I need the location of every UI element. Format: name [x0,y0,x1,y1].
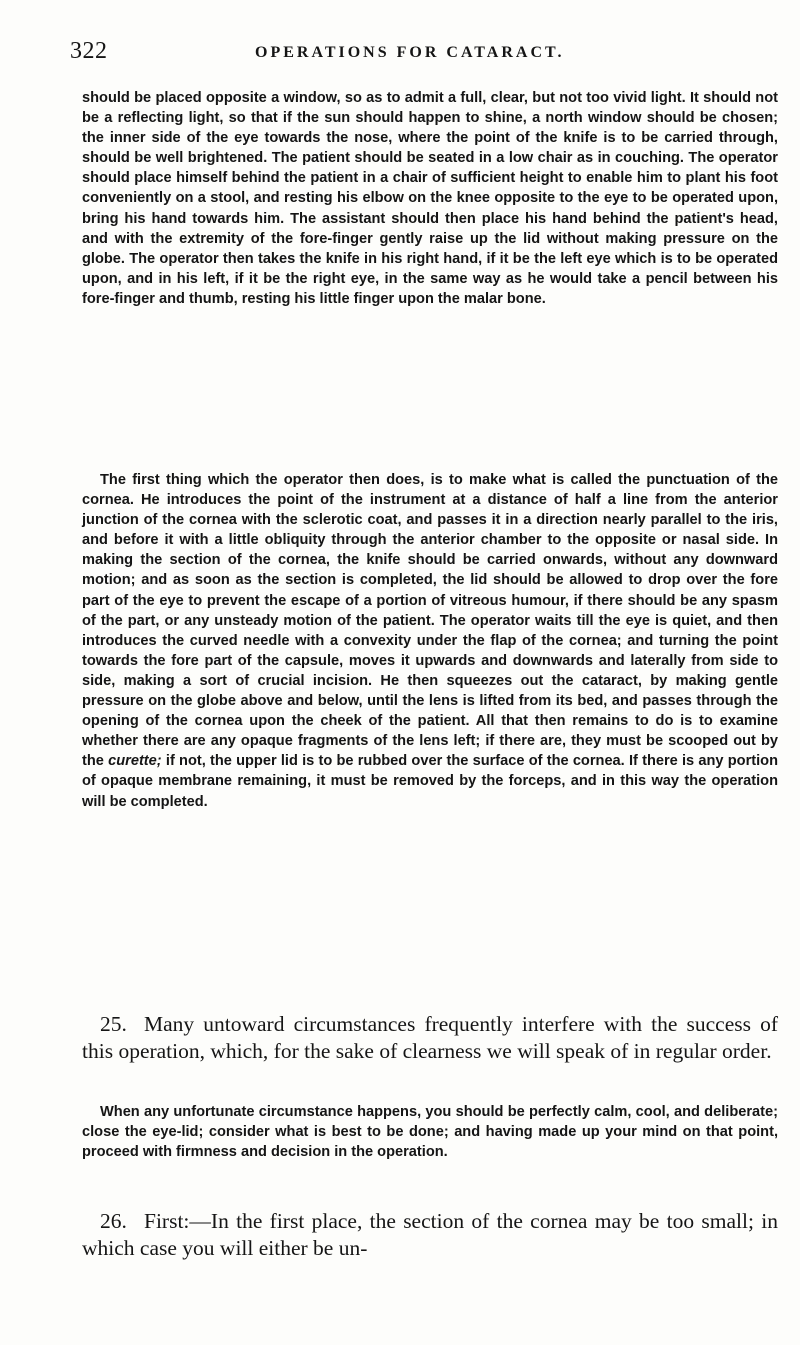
running-head [70,38,750,72]
section-26-number: 26. [100,1209,127,1233]
paragraph-room-setup: should be placed opposite a window, so as to admit a full, clear, but not too vivid light. It should not be a reflecting light, so that if the sun should happen to shine, a north window should be chosen; the inner side of the eye towards the nose, where the point of the knife is to be carried through, should be well brightened. The patient should be seated in a low chair as in couching. The operator should place himself behind the patient in a chair of sufficient height to enable him to plant his foot conveniently on a stool, and resting his elbow on the knee opposite to the eye to be operated upon, bring his hand towards him. The assistant should then place his hand behind the patient's head, and with the extremity of the fore-finger gently raise up the lid without making pressure on the globe. The operator then takes the knife in his right hand, if it be the left eye which is to be operated upon, and in his left, if it be the right eye, in the same way as he would take a pencil between his fore-finger and thumb, resting his little finger upon the malar bone. [82,90,778,307]
paragraph-calm-advice: When any unfortunate circumstance happens, you should be perfectly calm, cool, and deliberate; close the eye-lid; consider what is best to be done; and having made up your mind on that point, proceed with firmness and decision in the operation. [82,1104,778,1161]
section-26-text: First:—In the first place, the section of the cornea may be too small; in which case you will either be un- [82,1209,778,1260]
section-26 [82,1208,778,1262]
section-25 [82,1011,778,1065]
section-25-number: 25. [100,1012,127,1036]
paragraph-operation-steps [82,470,778,812]
running-title: OPERATIONS FOR CATARACT. [255,44,565,61]
paragraph-operation-steps-start: The first thing which the operator then does, is to make what is called the punctuation of the cornea. He introduces the point of the instrument at a distance of half a line from the anterior junction of the cornea with the sclerotic coat, and passes it in a direction nearly parallel to the iris, and before it with a little obliquity through the anterior chamber to the opposite or nasal side. In making the section of the cornea, the knife should be carried onwards, without any downward motion; and as soon as the section is completed, the lid should be allowed to drop over the fore part of the eye to prevent the escape of a portion of vitreous humour, if there should be any spasm of the part, or any unsteady motion of the patient. The operator waits till the eye is quiet, and then introduces the curved needle with a convexity under the flap of the cornea; and turning the point towards the fore part of the capsule, moves it upwards and downwards and laterally from side to side, making a sort of crucial incision. He then squeezes out the cataract, by making gentle pressure on the globe above and below, until the lens is lifted from its bed, and passes through the opening of the cornea upon the cheek of the patient. All that then remains to do is to examine whether there are any opaque fragments of the lens left; if there are, they must be scooped out by the [82,472,778,770]
page-number: 322 [70,38,108,64]
section-25-text: Many untoward circumstances frequently interfere with the success of this operation, which, for the sake of clearness we will speak of in regular order. [82,1012,778,1063]
paragraph-operation-steps-end: if not, the upper lid is to be rubbed over the surface of the cornea. If there is any portion of opaque membrane remaining, it must be removed by the forceps, and in this way the operation will be completed. [82,753,779,810]
curette-term: curette; [108,753,162,770]
